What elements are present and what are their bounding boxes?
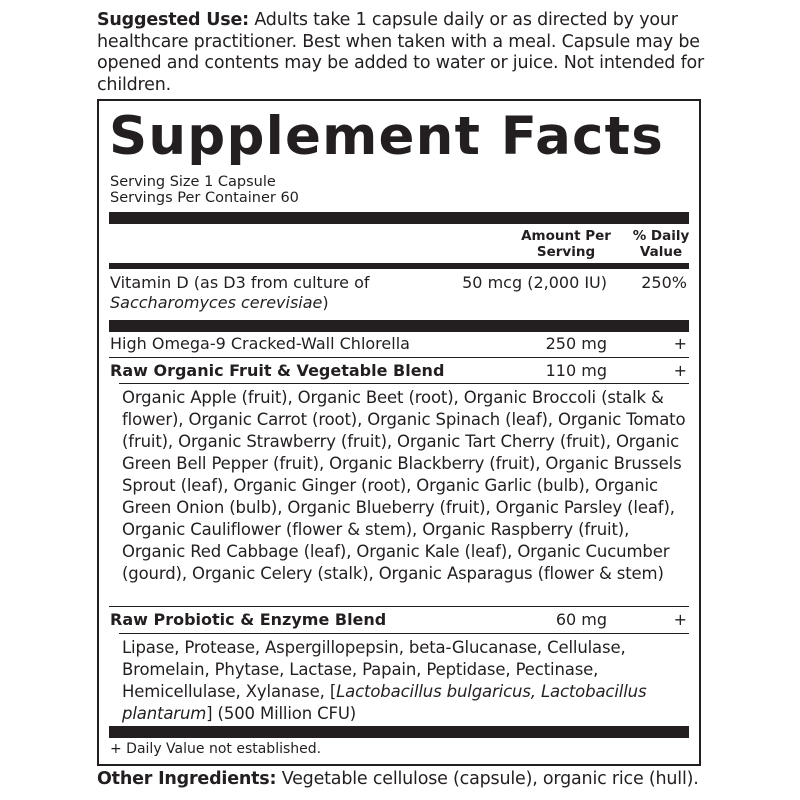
- probiotic-blend-dv: +: [673, 610, 687, 629]
- other-ingredients-label: Other Ingredients:: [97, 769, 277, 789]
- vitamin-d-name-line2: [110, 293, 370, 313]
- fruit-veg-blend-ingredients: Organic Apple (fruit), Organic Beet (root), Organic Broccoli (stalk & flower), Organic Carrot (root), Organic Spinach (leaf), Organic Tomato (fruit), Organic Strawberry (fruit), Organic Tart Cherry (fruit), Organic Green Bell Pepper (fruit), Organic Blackberry (fruit), Organic Brussels Sprout (leaf), Organic Ginger (root), Organic Garlic (bulb), Organic Green Onion (bulb), Organic Blueberry (fruit), Organic Parsley (leaf), Organic Cauliflower (flower & stem), Organic Raspberry (fruit), Organic Red Cabbage (leaf), Organic Kale (leaf), Organic Cucumber (gourd), Organic Celery (stalk), Organic Asparagus (flower & stem): [122, 388, 686, 583]
- probiotic-blend-name: Raw Probiotic & Enzyme Blend: [110, 610, 387, 629]
- vitamin-d-source: Saccharomyces cerevisiae: [110, 293, 323, 312]
- probiotic-ingredients-part-a: Lipase, Protease, Aspergillopepsin, beta-Glucanase, Cellulase, Bromelain, Phytase, Lactase, Papain, Peptidase, Pectinase, Hemicellulase, Xylanase, [: [122, 638, 626, 701]
- fruit-veg-blend-amount: 110 mg: [545, 361, 607, 380]
- thin-divider-4: [119, 633, 689, 634]
- suggested-use: [97, 10, 717, 96]
- supplement-facts-panel: [97, 99, 701, 766]
- medium-divider-header: [109, 263, 689, 269]
- amount-per-serving-header: [519, 228, 613, 260]
- other-ingredients: [97, 768, 737, 790]
- vitamin-d-source-suffix: ): [322, 293, 329, 312]
- chlorella-amount: 250 mg: [545, 334, 607, 353]
- chlorella-name: High Omega-9 Cracked-Wall Chlorella: [110, 334, 410, 353]
- thin-divider-1: [109, 357, 689, 358]
- fruit-veg-blend-dv: +: [673, 361, 687, 380]
- panel-title: Supplement Facts: [109, 106, 664, 167]
- amount-header-line1: Amount Per: [521, 228, 611, 244]
- vitamin-d-name-line1: Vitamin D (as D3 from culture of: [110, 273, 370, 292]
- amount-header-line2: Serving: [536, 244, 596, 260]
- other-ingredients-text: Vegetable cellulose (capsule), organic rice (hull).: [276, 769, 699, 789]
- thick-divider-top: [109, 212, 689, 224]
- serving-info: [110, 174, 299, 206]
- daily-value-header: [627, 228, 695, 260]
- probiotic-blend-ingredients: [122, 637, 689, 725]
- probiotic-blend-amount: 60 mg: [555, 610, 607, 629]
- thin-divider-3: [109, 606, 689, 607]
- fruit-veg-blend-name: Raw Organic Fruit & Vegetable Blend: [110, 361, 445, 380]
- dv-header-line2: Value: [639, 244, 683, 260]
- thick-divider-middle: [109, 320, 689, 332]
- serving-size: Serving Size 1 Capsule: [110, 174, 276, 190]
- chlorella-dv: +: [673, 334, 687, 353]
- suggested-use-text: Adults take 1 capsule daily or as directed by your healthcare practitioner. Best when taken with a meal. Capsule may be opened and contents may be added to water or juice. Not intended for children.: [97, 10, 705, 95]
- vitamin-d-amount: 50 mcg (2,000 IU): [462, 273, 607, 292]
- thin-divider-2: [119, 383, 689, 384]
- probiotic-ingredients-cultures: Lactobacillus bulgaricus, Lactobacillus plantarum: [122, 682, 647, 723]
- vitamin-d-dv: 250%: [641, 273, 687, 292]
- probiotic-ingredients-part-b: ] (500 Million CFU): [206, 704, 357, 723]
- servings-per-container: Servings Per Container 60: [110, 190, 299, 206]
- footnote: + Daily Value not established.: [110, 741, 322, 757]
- dv-header-line1: % Daily: [632, 228, 690, 244]
- vitamin-d-name: [110, 273, 370, 313]
- thick-divider-bottom: [109, 726, 689, 738]
- suggested-use-label: Suggested Use:: [97, 10, 249, 30]
- vitamin-d-row: [110, 273, 687, 317]
